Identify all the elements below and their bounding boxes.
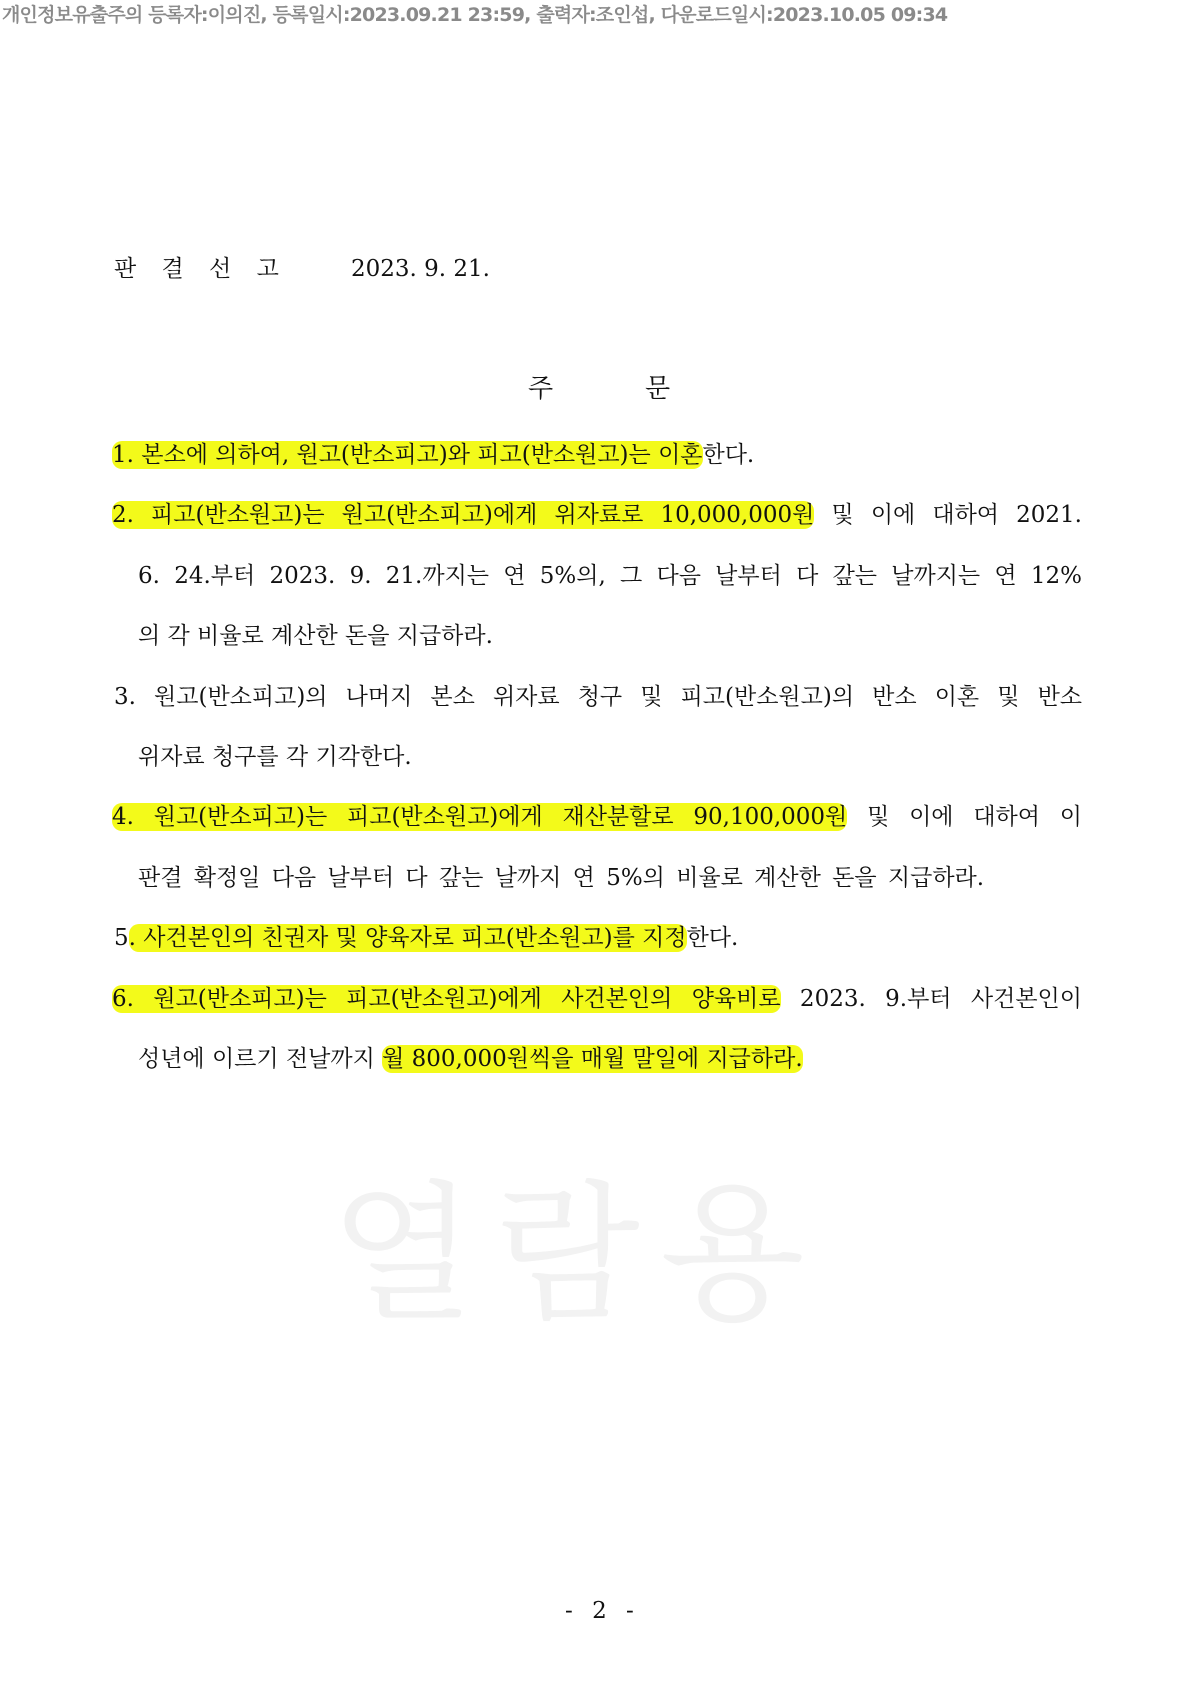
text: 및 이에 대하여 2021.	[814, 502, 1082, 528]
section-title-2: 문	[645, 374, 671, 404]
item-4-line-1	[112, 802, 1082, 832]
privacy-notice-header: 개인정보유출주의 등록자:이의진, 등록일시:2023.09.21 23:59, 출력자:조인섭, 다운로드일시:2023.10.05 09:34	[2, 4, 948, 26]
item-2-line-3: 의 각 비율로 계산한 돈을 지급하라.	[138, 623, 493, 649]
item-1	[112, 440, 754, 470]
highlight: 월 800,000원씩을 매월 말일에 지급하라.	[382, 1046, 803, 1072]
text: 한다.	[686, 925, 739, 951]
text: 2023. 9.부터 사건본인이	[780, 986, 1082, 1012]
highlight: 2. 피고(반소원고)는 원고(반소피고)에게 위자료로 10,000,000원	[112, 502, 815, 528]
item-4-line-2: 판결 확정일 다음 날부터 다 갚는 날까지 연 5%의 비율로 계산한 돈을 지급하라.	[138, 865, 985, 891]
highlight: 4. 원고(반소피고)는 피고(반소원고)에게 재산분할로 90,100,000원	[112, 804, 848, 830]
text: 성년에 이르기 전날까지	[138, 1046, 383, 1072]
highlight: . 사건본인의 친권자 및 양육자로 피고(반소원고)를 지정	[128, 925, 687, 951]
declaration-label: 판 결 선 고	[114, 256, 288, 282]
highlight: 6. 원고(반소피고)는 피고(반소원고)에게 사건본인의 양육비로	[112, 986, 781, 1012]
item-3-line-2: 위자료 청구를 각 기각한다.	[138, 744, 412, 770]
item-5	[114, 923, 738, 953]
declaration-date: 2023. 9. 21.	[351, 256, 490, 282]
text: 5	[114, 925, 129, 951]
text: 한다.	[702, 442, 755, 468]
item-6-line-1	[112, 984, 1082, 1014]
page-number: - 2 -	[565, 1598, 640, 1624]
watermark: 열람용	[330, 1168, 825, 1342]
section-title-1: 주	[528, 374, 554, 404]
text: 및 이에 대하여 이	[847, 804, 1082, 830]
item-2-line-1	[112, 500, 1082, 530]
item-6-line-2	[138, 1044, 803, 1074]
item-3-line-1: 3. 원고(반소피고)의 나머지 본소 위자료 청구 및 피고(반소원고)의 반소 이혼 및 반소	[114, 684, 1083, 710]
item-2-line-2: 6. 24.부터 2023. 9. 21.까지는 연 5%의, 그 다음 날부터 다 갚는 날까지는 연 12%	[138, 563, 1082, 589]
highlight: 1. 본소에 의하여, 원고(반소피고)와 피고(반소원고)는 이혼	[112, 442, 703, 468]
